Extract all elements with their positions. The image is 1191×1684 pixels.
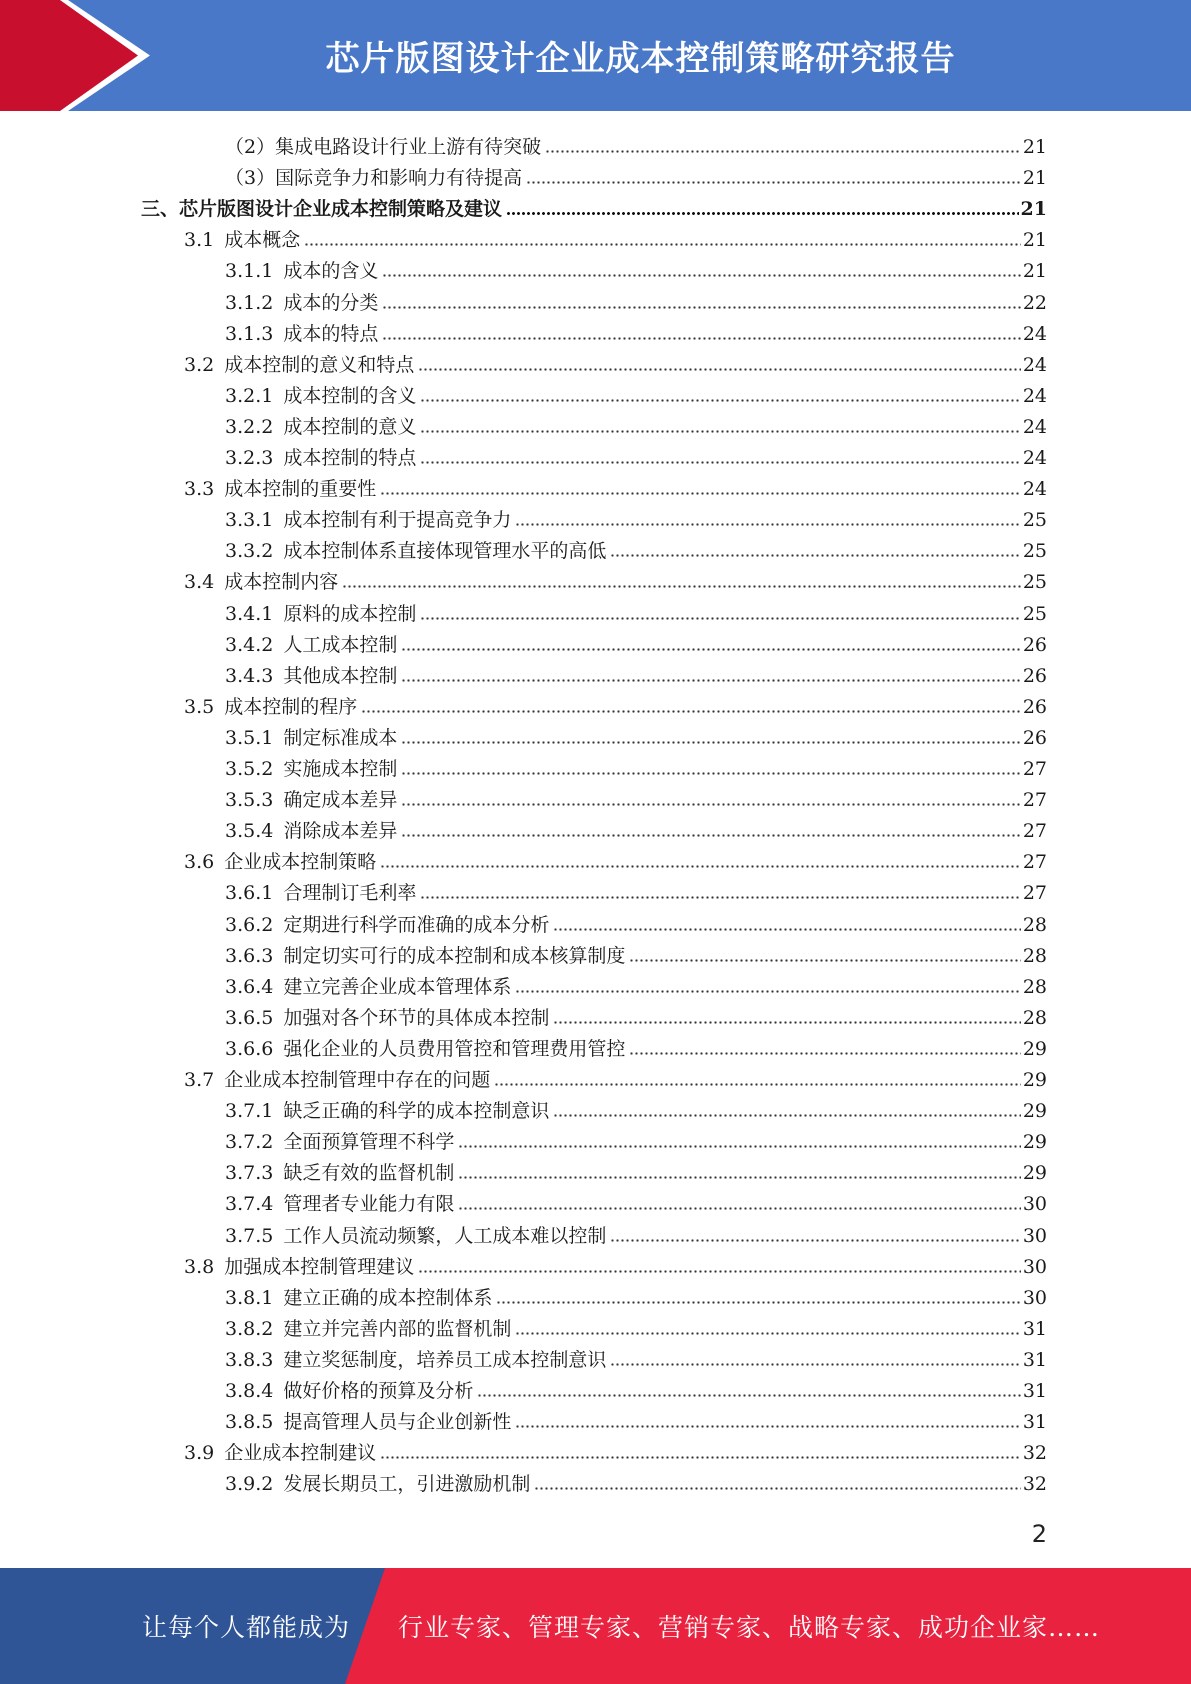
toc-entry-page: 26 bbox=[1022, 695, 1047, 718]
toc-entry-number: 3.9 bbox=[184, 1442, 215, 1465]
toc-dot-leader bbox=[526, 180, 1021, 185]
toc-entry-number: 3.5.4 bbox=[225, 820, 274, 843]
toc-dot-leader bbox=[515, 1331, 1020, 1336]
toc-entry[interactable] bbox=[184, 1248, 1047, 1279]
toc-entry-page: 25 bbox=[1022, 540, 1047, 563]
toc-entry-page: 29 bbox=[1022, 1069, 1047, 1091]
toc-entry-title: 其他成本控制 bbox=[283, 664, 398, 687]
toc-entry-number: 3.6.2 bbox=[225, 913, 274, 936]
toc-dot-leader bbox=[401, 647, 1020, 652]
toc-dot-leader bbox=[420, 616, 1020, 621]
toc-dot-leader bbox=[458, 1144, 1020, 1149]
toc-entry-title: 成本控制的特点 bbox=[283, 447, 417, 469]
toc-dot-leader bbox=[553, 1020, 1020, 1025]
toc-entry[interactable] bbox=[225, 1185, 1047, 1216]
toc-entry-page: 28 bbox=[1022, 944, 1047, 967]
toc-entry-title: 成本的特点 bbox=[283, 322, 379, 345]
toc-entry-title: 原料的成本控制 bbox=[283, 602, 417, 625]
toc-dot-leader bbox=[401, 802, 1020, 807]
toc-entry-number: 3.8.5 bbox=[225, 1411, 274, 1434]
toc-entry-number: 3.5.1 bbox=[225, 726, 274, 749]
toc-entry-page: 21 bbox=[1022, 229, 1047, 252]
toc-entry-number: 3.7.3 bbox=[225, 1162, 274, 1185]
toc-entry-page: 30 bbox=[1022, 1255, 1047, 1278]
toc-entry-number: 3.5.2 bbox=[225, 758, 274, 780]
toc-entry-page: 21 bbox=[1022, 260, 1047, 283]
toc-entry-title: （3）国际竞争力和影响力有待提高 bbox=[225, 167, 523, 190]
toc-dot-leader bbox=[420, 895, 1020, 900]
toc-entry[interactable] bbox=[225, 159, 1047, 190]
toc-dot-leader bbox=[629, 958, 1020, 963]
toc-dot-leader bbox=[401, 678, 1020, 683]
toc-entry-title: 企业成本控制管理中存在的问题 bbox=[224, 1069, 491, 1091]
toc-entry-number: 3.6.3 bbox=[225, 944, 274, 967]
toc-entry[interactable] bbox=[184, 843, 1047, 874]
toc-entry-page: 30 bbox=[1022, 1193, 1047, 1216]
toc-dot-leader bbox=[361, 709, 1021, 714]
toc-entry-number: 3.7.5 bbox=[225, 1224, 274, 1247]
page-number: 2 bbox=[1031, 1520, 1047, 1548]
toc-entry-page: 29 bbox=[1022, 1037, 1047, 1060]
toc-entry[interactable] bbox=[184, 563, 1047, 594]
toc-entry-title: 成本控制内容 bbox=[224, 571, 339, 594]
toc-entry-page: 32 bbox=[1022, 1473, 1047, 1496]
toc-entry[interactable] bbox=[225, 532, 1047, 563]
toc-entry[interactable] bbox=[225, 501, 1047, 532]
toc-entry-page: 25 bbox=[1022, 602, 1047, 625]
toc-entry-page: 28 bbox=[1022, 975, 1047, 998]
toc-entry-page: 27 bbox=[1022, 820, 1047, 843]
toc-entry[interactable] bbox=[225, 1465, 1047, 1496]
toc-entry-page: 21 bbox=[1022, 167, 1047, 190]
toc-entry[interactable] bbox=[225, 874, 1047, 905]
toc-entry-page: 27 bbox=[1022, 758, 1047, 780]
report-title: 芯片版图设计企业成本控制策略研究报告 bbox=[325, 39, 956, 79]
toc-entry-title: 三、芯片版图设计企业成本控制策略及建议 bbox=[141, 198, 503, 221]
toc-entry-page: 24 bbox=[1022, 447, 1047, 469]
toc-entry[interactable] bbox=[225, 128, 1047, 159]
toc-entry-title: 建立奖惩制度，培养员工成本控制意识 bbox=[283, 1348, 607, 1371]
toc-entry-page: 27 bbox=[1022, 789, 1047, 812]
toc-entry-page: 24 bbox=[1022, 478, 1047, 501]
toc-entry-number: 3.7 bbox=[184, 1069, 215, 1091]
toc-entry[interactable] bbox=[225, 408, 1047, 439]
toc-entry-page: 29 bbox=[1022, 1100, 1047, 1123]
toc-entry[interactable] bbox=[225, 1403, 1047, 1434]
toc-entry-number: 3.4.1 bbox=[225, 602, 274, 625]
toc-entry-title: 成本控制体系直接体现管理水平的高低 bbox=[283, 540, 607, 563]
toc-entry-title: 确定成本差异 bbox=[283, 789, 398, 812]
toc-entry-title: 建立并完善内部的监督机制 bbox=[283, 1317, 512, 1340]
toc-entry[interactable] bbox=[141, 190, 1047, 221]
toc-entry[interactable] bbox=[225, 937, 1047, 968]
toc-entry-page: 31 bbox=[1022, 1317, 1047, 1340]
toc-entry-title: 消除成本差异 bbox=[283, 820, 398, 843]
toc-entry-title: 人工成本控制 bbox=[283, 633, 398, 656]
toc-entry[interactable] bbox=[225, 595, 1047, 626]
toc-dot-leader bbox=[506, 211, 1019, 216]
toc-entry[interactable] bbox=[225, 1372, 1047, 1403]
toc-entry-title: 企业成本控制建议 bbox=[224, 1442, 377, 1465]
toc-entry-number: 3.8.1 bbox=[225, 1286, 274, 1309]
toc-entry-number: 3.7.1 bbox=[225, 1100, 274, 1123]
toc-entry-title: 定期进行科学而准确的成本分析 bbox=[283, 913, 550, 936]
toc-dot-leader bbox=[420, 460, 1020, 465]
toc-entry-page: 27 bbox=[1022, 882, 1047, 905]
toc-entry-number: 3.7.4 bbox=[225, 1193, 274, 1216]
toc-entry-title: 成本的分类 bbox=[283, 291, 379, 314]
toc-dot-leader bbox=[494, 1082, 1021, 1087]
toc-entry[interactable] bbox=[225, 781, 1047, 812]
toc-dot-leader bbox=[610, 1362, 1020, 1367]
toc-dot-leader bbox=[380, 864, 1021, 869]
toc-dot-leader bbox=[382, 273, 1020, 278]
toc-dot-leader bbox=[304, 242, 1021, 247]
toc-entry[interactable] bbox=[225, 439, 1047, 470]
toc-entry[interactable] bbox=[225, 968, 1047, 999]
toc-entry-title: 成本控制的意义和特点 bbox=[224, 353, 415, 376]
toc-entry-title: 全面预算管理不科学 bbox=[283, 1131, 455, 1154]
toc-dot-leader bbox=[380, 491, 1021, 496]
toc-entry-number: 3.3 bbox=[184, 478, 215, 501]
toc-entry-title: 工作人员流动频繁，人工成本难以控制 bbox=[283, 1224, 607, 1247]
toc-entry-title: 做好价格的预算及分析 bbox=[283, 1380, 474, 1402]
toc-dot-leader bbox=[420, 398, 1020, 403]
toc-entry[interactable] bbox=[225, 284, 1047, 315]
toc-dot-leader bbox=[418, 1269, 1021, 1274]
page-footer bbox=[0, 1568, 1191, 1684]
toc-entry[interactable] bbox=[225, 315, 1047, 346]
toc-entry-page: 25 bbox=[1022, 509, 1047, 532]
toc-entry-number: 3.1.1 bbox=[225, 260, 274, 283]
toc-entry-title: 成本控制有利于提高竞争力 bbox=[283, 509, 512, 532]
toc-dot-leader bbox=[418, 367, 1021, 372]
toc-entry-page: 22 bbox=[1022, 291, 1047, 314]
toc-entry-number: 3.4 bbox=[184, 571, 215, 594]
toc-entry[interactable] bbox=[184, 688, 1047, 719]
page-header bbox=[0, 0, 1191, 111]
toc-entry-number: 3.2 bbox=[184, 353, 215, 376]
toc-entry-number: 3.6.4 bbox=[225, 975, 274, 998]
toc-entry-page: 26 bbox=[1022, 633, 1047, 656]
toc-dot-leader bbox=[458, 1175, 1020, 1180]
toc-entry-number: 3.7.2 bbox=[225, 1131, 274, 1154]
toc-entry[interactable] bbox=[184, 1434, 1047, 1465]
toc-entry-page: 24 bbox=[1022, 353, 1047, 376]
toc-entry[interactable] bbox=[225, 1217, 1047, 1248]
toc-entry-page: 21 bbox=[1020, 198, 1047, 221]
toc-entry-page: 29 bbox=[1022, 1162, 1047, 1185]
toc-entry[interactable] bbox=[225, 750, 1047, 781]
toc-entry-page: 30 bbox=[1022, 1224, 1047, 1247]
toc-entry-title: （2）集成电路设计行业上游有待突破 bbox=[225, 136, 542, 158]
toc-entry[interactable] bbox=[184, 1061, 1047, 1092]
toc-entry-title: 加强对各个环节的具体成本控制 bbox=[283, 1006, 550, 1029]
toc-dot-leader bbox=[458, 1206, 1020, 1211]
toc-entry-title: 建立正确的成本控制体系 bbox=[283, 1286, 493, 1309]
header-arrow-decoration bbox=[0, 0, 150, 111]
toc-entry-number: 3.9.2 bbox=[225, 1473, 274, 1496]
toc-entry[interactable] bbox=[225, 1092, 1047, 1123]
toc-dot-leader bbox=[515, 522, 1020, 527]
toc-dot-leader bbox=[515, 989, 1020, 994]
toc-entry[interactable] bbox=[225, 1279, 1047, 1310]
toc-entry-number: 3.4.2 bbox=[225, 633, 274, 656]
toc-entry-number: 3.2.3 bbox=[225, 447, 274, 469]
toc-entry[interactable] bbox=[225, 1030, 1047, 1061]
toc-entry-page: 31 bbox=[1022, 1380, 1047, 1402]
toc-entry-number: 3.8.4 bbox=[225, 1380, 274, 1402]
toc-entry[interactable] bbox=[225, 1154, 1047, 1185]
toc-entry-title: 强化企业的人员费用管控和管理费用管控 bbox=[283, 1037, 626, 1060]
toc-entry[interactable] bbox=[225, 252, 1047, 283]
toc-dot-leader bbox=[553, 927, 1020, 932]
toc-entry-number: 3.5 bbox=[184, 695, 215, 718]
toc-dot-leader bbox=[545, 149, 1021, 154]
toc-entry-title: 提高管理人员与企业创新性 bbox=[283, 1411, 512, 1434]
footer-slogan-right: 行业专家、管理专家、营销专家、战略专家、成功企业家…… bbox=[398, 1613, 1101, 1642]
toc-entry[interactable] bbox=[225, 1310, 1047, 1341]
toc-entry-number: 3.1 bbox=[184, 229, 215, 252]
toc-dot-leader bbox=[380, 1455, 1021, 1460]
toc-entry-title: 缺乏有效的监督机制 bbox=[283, 1162, 455, 1185]
toc-entry[interactable] bbox=[225, 657, 1047, 688]
toc-entry[interactable] bbox=[225, 812, 1047, 843]
toc-entry[interactable] bbox=[225, 626, 1047, 657]
toc-entry-page: 28 bbox=[1022, 1006, 1047, 1029]
toc-dot-leader bbox=[477, 1393, 1020, 1398]
toc-entry-title: 企业成本控制策略 bbox=[224, 851, 377, 874]
toc-entry-page: 31 bbox=[1022, 1411, 1047, 1434]
toc-entry-page: 32 bbox=[1022, 1442, 1047, 1465]
toc-dot-leader bbox=[342, 584, 1021, 589]
toc-entry-title: 成本控制的含义 bbox=[283, 384, 417, 407]
toc-entry-number: 3.2.1 bbox=[225, 384, 274, 407]
toc-entry-number: 3.3.1 bbox=[225, 509, 274, 532]
toc-entry-title: 制定标准成本 bbox=[283, 726, 398, 749]
toc-entry[interactable] bbox=[184, 346, 1047, 377]
toc-entry[interactable] bbox=[225, 377, 1047, 408]
toc-entry-page: 21 bbox=[1022, 136, 1047, 158]
toc-entry-number: 3.6 bbox=[184, 851, 215, 874]
toc-entry[interactable] bbox=[225, 1123, 1047, 1154]
toc-entry[interactable] bbox=[184, 470, 1047, 501]
toc-entry[interactable] bbox=[225, 719, 1047, 750]
toc-entry-title: 加强成本控制管理建议 bbox=[224, 1255, 415, 1278]
toc-dot-leader bbox=[610, 1238, 1020, 1243]
toc-entry-title: 合理制订毛利率 bbox=[283, 882, 417, 905]
toc-entry-number: 3.6.6 bbox=[225, 1037, 274, 1060]
toc-entry-number: 3.5.3 bbox=[225, 789, 274, 812]
toc-entry-title: 发展长期员工，引进激励机制 bbox=[283, 1473, 531, 1496]
toc-entry-page: 24 bbox=[1022, 384, 1047, 407]
footer-slogan-left: 让每个人都能成为 bbox=[142, 1613, 351, 1642]
toc-dot-leader bbox=[515, 1424, 1020, 1429]
toc-entry-page: 29 bbox=[1022, 1131, 1047, 1154]
toc-entry-page: 25 bbox=[1022, 571, 1047, 594]
toc-entry-title: 建立完善企业成本管理体系 bbox=[283, 975, 512, 998]
toc-entry-title: 成本控制的意义 bbox=[283, 415, 417, 438]
toc-entry-number: 3.8.2 bbox=[225, 1317, 274, 1340]
toc-entry-title: 成本控制的程序 bbox=[224, 695, 358, 718]
toc-entry-title: 成本概念 bbox=[224, 229, 301, 252]
toc-entry-page: 27 bbox=[1022, 851, 1047, 874]
toc-entry-number: 3.8 bbox=[184, 1255, 215, 1278]
toc-entry-title: 成本控制的重要性 bbox=[224, 478, 377, 501]
toc-entry-title: 缺乏正确的科学的成本控制意识 bbox=[283, 1100, 550, 1123]
toc-dot-leader bbox=[401, 771, 1020, 776]
toc-entry-number: 3.4.3 bbox=[225, 664, 274, 687]
toc-dot-leader bbox=[610, 553, 1020, 558]
toc-entry-page: 31 bbox=[1022, 1348, 1047, 1371]
toc-entry-number: 3.1.2 bbox=[225, 291, 274, 314]
toc-dot-leader bbox=[534, 1486, 1020, 1491]
toc-entry-title: 管理者专业能力有限 bbox=[283, 1193, 455, 1216]
toc-entry-title: 实施成本控制 bbox=[283, 758, 398, 780]
toc-entry[interactable] bbox=[225, 999, 1047, 1030]
toc-entry[interactable] bbox=[225, 1341, 1047, 1372]
toc-dot-leader bbox=[382, 305, 1020, 310]
toc-entry-page: 26 bbox=[1022, 664, 1047, 687]
toc-entry-number: 3.6.5 bbox=[225, 1006, 274, 1029]
toc-entry-page: 28 bbox=[1022, 913, 1047, 936]
toc-dot-leader bbox=[496, 1300, 1020, 1305]
toc-entry-page: 26 bbox=[1022, 726, 1047, 749]
toc-entry-page: 24 bbox=[1022, 415, 1047, 438]
toc-entry-number: 3.1.3 bbox=[225, 322, 274, 345]
toc-dot-leader bbox=[401, 740, 1020, 745]
toc-dot-leader bbox=[382, 336, 1020, 341]
toc-dot-leader bbox=[420, 429, 1020, 434]
toc-entry-number: 3.2.2 bbox=[225, 415, 274, 438]
toc-entry-page: 24 bbox=[1022, 322, 1047, 345]
toc-entry-title: 制定切实可行的成本控制和成本核算制度 bbox=[283, 944, 626, 967]
toc-entry-number: 3.6.1 bbox=[225, 882, 274, 905]
toc-entry-number: 3.8.3 bbox=[225, 1348, 274, 1371]
toc-entry[interactable] bbox=[225, 906, 1047, 937]
toc-entry-number: 3.3.2 bbox=[225, 540, 274, 563]
toc-entry-page: 30 bbox=[1022, 1286, 1047, 1309]
toc-entry-title: 成本的含义 bbox=[283, 260, 379, 283]
toc-dot-leader bbox=[553, 1113, 1020, 1118]
toc-dot-leader bbox=[401, 833, 1020, 838]
toc-entry[interactable] bbox=[184, 221, 1047, 252]
toc-dot-leader bbox=[629, 1051, 1020, 1056]
